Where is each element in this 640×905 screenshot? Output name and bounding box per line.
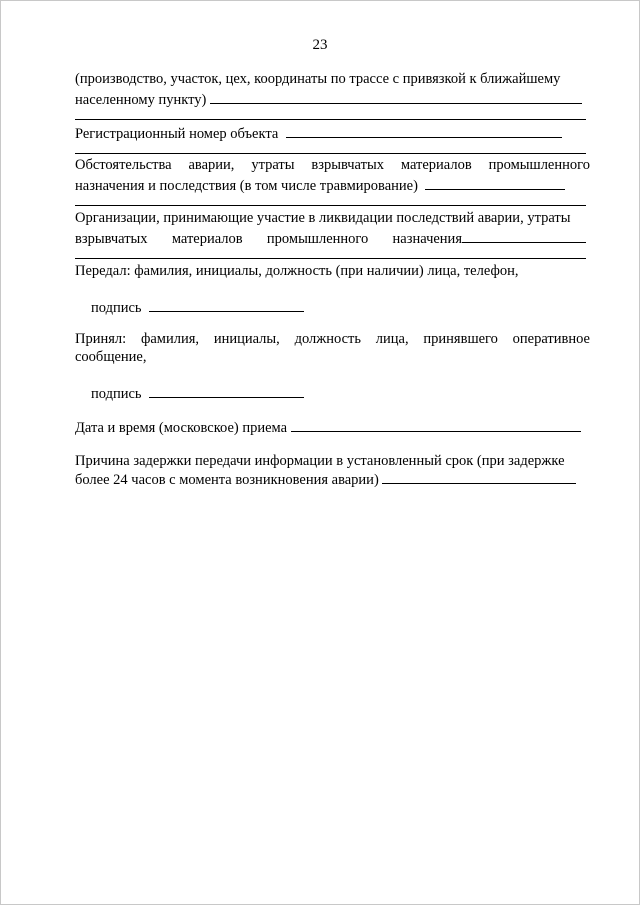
organizations-line2 bbox=[75, 229, 586, 248]
reception-datetime-field[interactable] bbox=[291, 418, 581, 432]
organizations-word: материалов bbox=[171, 231, 243, 247]
transmitted-signature-field[interactable] bbox=[149, 298, 304, 312]
location-extra-line[interactable] bbox=[75, 119, 586, 120]
delay-reason-line2 bbox=[75, 470, 576, 489]
organizations-field[interactable] bbox=[462, 229, 586, 243]
circumstances-word: взрывчатых bbox=[311, 157, 384, 173]
reception-datetime-line bbox=[75, 418, 581, 437]
transmitted-signature-line bbox=[91, 298, 304, 317]
organizations-extra-line[interactable] bbox=[75, 258, 586, 259]
registration-line bbox=[75, 124, 562, 143]
received-word: оперативное bbox=[512, 331, 590, 347]
organizations-word: промышленного bbox=[266, 231, 369, 247]
received-word: фамилия, bbox=[140, 331, 200, 347]
circumstances-word: Обстоятельства bbox=[75, 157, 172, 173]
registration-extra-line[interactable] bbox=[75, 153, 586, 154]
received-signature-line bbox=[91, 384, 304, 403]
circumstances-word: утраты bbox=[251, 157, 295, 173]
registration-label: Регистрационный номер объекта bbox=[75, 126, 279, 142]
circumstances-line2 bbox=[75, 176, 565, 195]
received-signature-label: подпись bbox=[91, 386, 142, 402]
location-line2 bbox=[75, 90, 582, 109]
location-label-line1: (производство, участок, цех, координаты по трассе с привязкой к ближайшему bbox=[75, 71, 561, 87]
circumstances-label-line2: назначения и последствия (в том числе травмирование) bbox=[75, 178, 418, 194]
location-field[interactable] bbox=[210, 90, 582, 104]
page-number: 23 bbox=[312, 37, 328, 53]
received-word: должность bbox=[294, 331, 362, 347]
received-signature-field[interactable] bbox=[149, 384, 304, 398]
received-word: инициалы, bbox=[213, 331, 280, 347]
received-label-line2: сообщение, bbox=[75, 349, 147, 365]
received-word: Принял: bbox=[75, 331, 127, 347]
organizations-word: взрывчатых bbox=[75, 231, 148, 247]
location-label-line2: населенному пункту) bbox=[75, 92, 207, 108]
delay-reason-label-line2: более 24 часов с момента возникновения аварии) bbox=[75, 472, 379, 488]
delay-reason-field[interactable] bbox=[382, 470, 576, 484]
organizations-word: назначения bbox=[392, 231, 462, 247]
registration-number-field[interactable] bbox=[286, 124, 562, 138]
circumstances-word: аварии, bbox=[188, 157, 235, 173]
circumstances-line1 bbox=[75, 157, 590, 174]
organizations-label-line1: Организации, принимающие участие в ликвидации последствий аварии, утраты bbox=[75, 210, 571, 226]
received-word: лица, bbox=[375, 331, 409, 347]
organizations-words bbox=[75, 231, 462, 248]
transmitted-label: Передал: фамилия, инициалы, должность (при наличии) лица, телефон, bbox=[75, 263, 519, 279]
circumstances-word: промышленного bbox=[488, 157, 590, 173]
transmitted-signature-label: подпись bbox=[91, 300, 142, 316]
reception-datetime-label: Дата и время (московское) приема bbox=[75, 420, 288, 436]
circumstances-extra-line[interactable] bbox=[75, 205, 586, 206]
circumstances-word: материалов bbox=[400, 157, 472, 173]
circumstances-field[interactable] bbox=[425, 176, 565, 190]
delay-reason-label-line1: Причина задержки передачи информации в установленный срок (при задержке bbox=[75, 453, 565, 469]
received-line1 bbox=[75, 331, 590, 348]
received-word: принявшего bbox=[423, 331, 498, 347]
